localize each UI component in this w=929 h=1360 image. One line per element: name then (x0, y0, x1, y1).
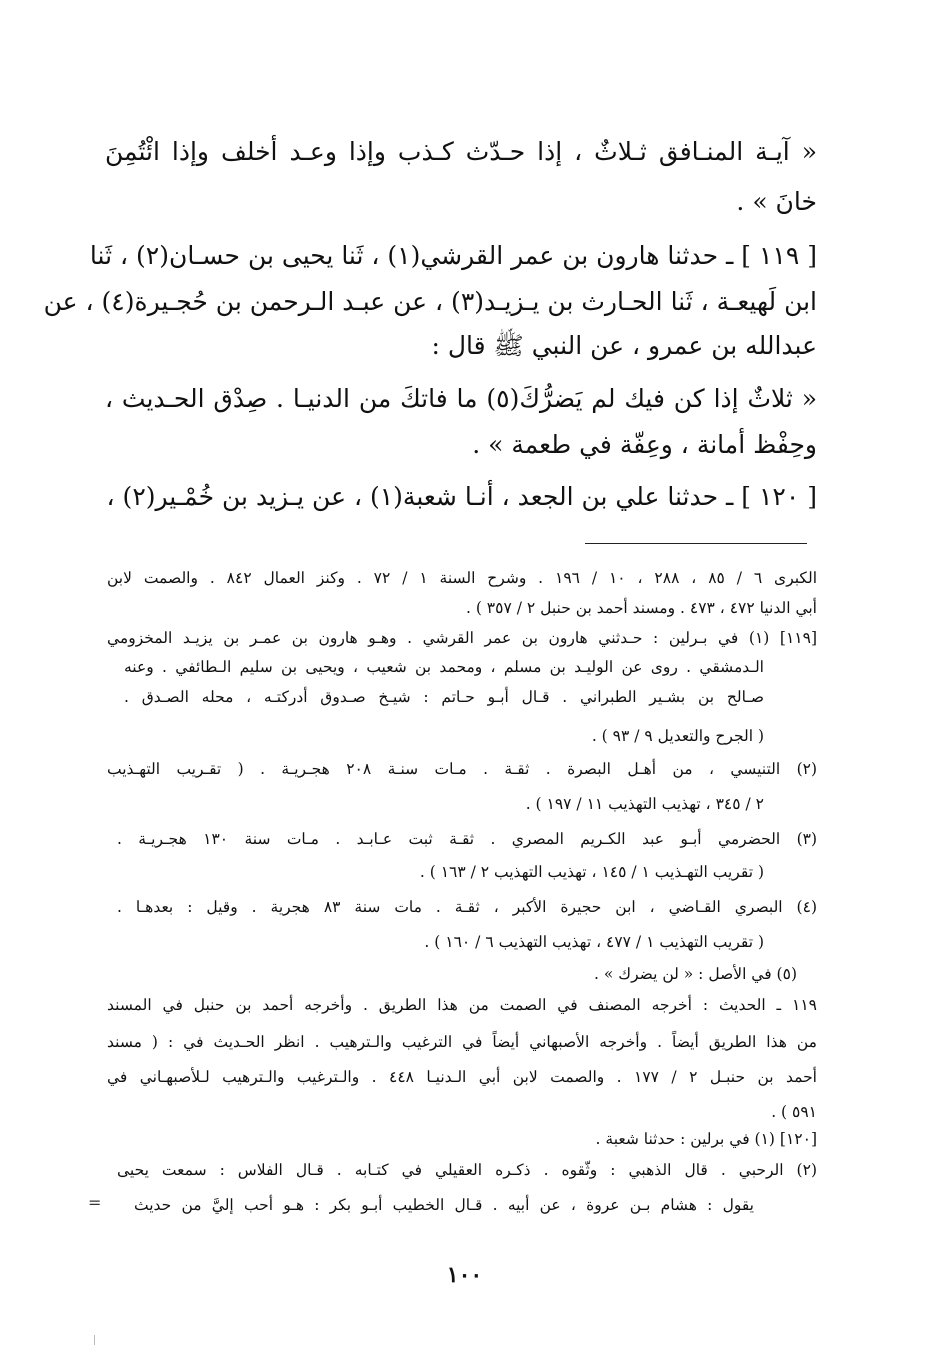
main-line-7: وحِفْظ أمانة ، وعِفّة في طعمة » . (472, 430, 817, 459)
footnote-line-7: (٢) التنيسي ، من أهـل البصرة . ثقـة . مـات سنـة ٢٠٨ هجـريـة . ( تقـريب التهـذيب (107, 760, 818, 778)
footnote-line-18: [١٢٠] (١) في برلين : حدثنا شعبة . (595, 1130, 817, 1148)
main-line-8: [ ١٢٠ ] ـ حدثنا علي بن الجعد ، أنـا شعبة(١) ، عن يـزيد بن خُمْـير(٢) ، (106, 482, 817, 511)
footnote-line-12: ( تقريب التهذيب ١ / ٤٧٧ ، تهذيب التهذيب ٦ / ١٦٠ ) . (424, 933, 764, 951)
main-line-4: ابن لَهيعـة ، ثَنا الحـارث بن يـزيـد(٣) ، عن عبـد الـرحمن بن حُجـيرة(٤) ، عن (43, 287, 817, 316)
footnote-line-17: ٥٩١ ) . (771, 1103, 817, 1121)
footnote-line-3: [١١٩] (١) في بـرلين : حـدثني هارون بن عمر القرشي . وهـو هارون بن عمـر بن يزيـد المخزومي (107, 629, 817, 647)
footnote-line-20: يقول : هشام بـن عروة ، عن أبيه . قـال الخطيب أبـو بكر : هـو أحب إليَّ من حديث (134, 1196, 754, 1214)
main-line-1: « آيـة المنـافق ثـلاثٌ ، إذا حـدّث كـذب وإذا وعـد أخلف وإذا ائْتُمِنَ (105, 137, 817, 166)
main-line-5: عبدالله بن عمرو ، عن النبي ﷺ قال : (431, 331, 817, 360)
main-line-6: « ثلاثٌ إذا كن فيك لم يَضرُّكَ(٥) ما فاتكَ من الدنيـا . صِدْق الحـديث ، (105, 384, 818, 413)
footnote-line-15: من هذا الطريق أيضاً . وأخرجه الأصبهاني أيضاً في الترغيب والـترهيب . انظر الحـديث في : ( مسند (107, 1033, 817, 1051)
footnote-line-10: ( تقريب التهـذيب ١ / ١٤٥ ، تهذيب التهذيب ٢ / ١٦٣ ) . (419, 863, 764, 881)
footnote-line-2: أبي الدنيا ٤٧٢ ، ٤٧٣ . ومسند أحمد بن حنبل ٢ / ٣٥٧ ) . (465, 599, 817, 617)
footnote-line-16: أحمد بن حنبـل ٢ / ١٧٧ . والصمت لابن أبي الـدنيـا ٤٤٨ . والـترغيب والـترهيب لـلأصبهـاني في (107, 1068, 817, 1086)
footnote-separator (585, 543, 807, 544)
page-number: ١٠٠ (446, 1262, 483, 1288)
footnote-line-4: الـدمشقي . روى عن الوليـد بن مسلم ، ومحمد بن شعيب ، ويحيى بن سليم الـطائفي . وعنه (124, 658, 764, 676)
footnote-line-1: الكبرى ٦ / ٨٥ ، ٢٨٨ ، ١٠ / ١٩٦ . وشرح السنة ١ / ٧٢ . وكنز العمال ٨٤٢ . والصمت لابن (107, 569, 818, 587)
footnote-line-13: (٥) في الأصل : « لن يضرك » . (594, 965, 797, 983)
footnote-line-8: ٢ / ٣٤٥ ، تهذيب التهذيب ١١ / ١٩٧ ) . (525, 795, 764, 813)
footnote-line-19: (٢) الرحبي . قال الذهبي : وثّقوه . ذكـره العقيلي في كتـابه . قـال الفلاس : سمعت يحيى (117, 1161, 817, 1179)
footnote-line-14: ١١٩ ـ الحديث : أخرجه المصنف في الصمت من هذا الطريق . وأخرجه أحمد بن حنبل في المسند (107, 996, 817, 1014)
footnote-line-6: ( الجرح والتعديل ٩ / ٩٣ ) . (591, 727, 764, 745)
main-line-2: خانَ » . (736, 187, 817, 216)
footnote-line-9: (٣) الحضرمي أبـو عبد الكـريم المصري . ثقـة ثبت عـابـد . مـات سنة ١٣٠ هجـريـة . (117, 830, 818, 848)
continuation-mark: = (88, 1193, 102, 1212)
footnote-line-5: صـالح بن بشـير الطبراني . قـال أبـو حـاتم : شيـخ صـدوق أدركتـه ، محله الصـدق . (124, 688, 764, 706)
scan-speck (94, 1335, 95, 1345)
main-line-3: [ ١١٩ ] ـ حدثنا هارون بن عمر القرشي(١) ، ثَنا يحيى بن حسـان(٢) ، ثَنا (89, 241, 817, 270)
footnote-line-11: (٤) البصري القـاضي ، ابن حجيرة الأكبر ، ثقـة . مات سنة ٨٣ هجرية . وقيل : بعدهـا . (117, 898, 817, 916)
